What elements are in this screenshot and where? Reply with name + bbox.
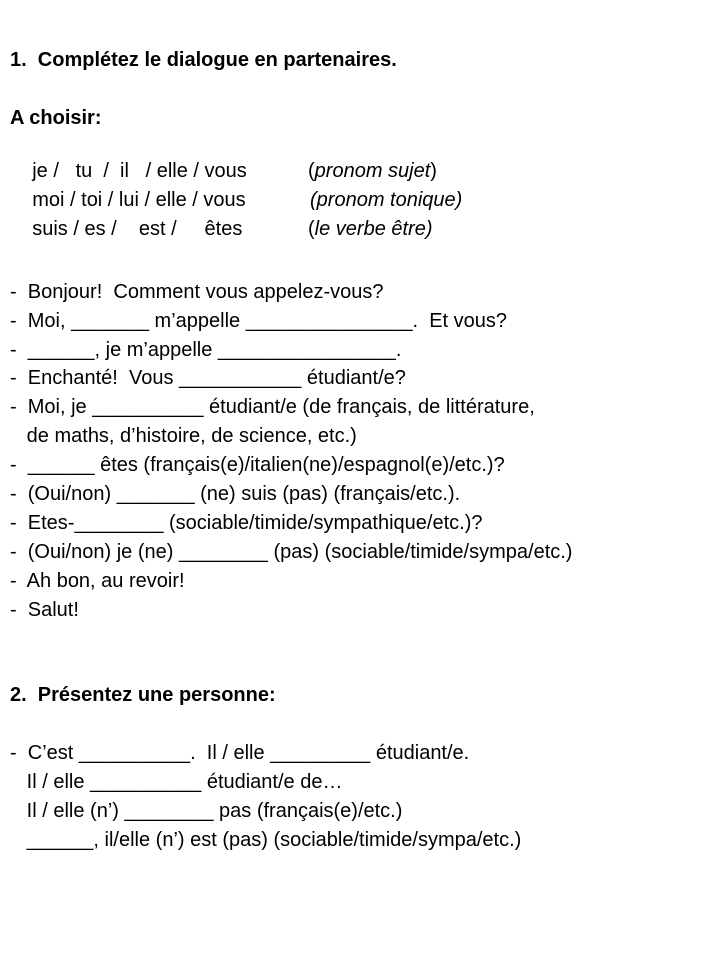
dialogue-line: - Enchanté! Vous ___________ étudiant/e? <box>10 367 406 389</box>
presentation-line: Il / elle (n’) ________ pas (français(e)/etc.) <box>10 800 403 822</box>
dialogue-line: de maths, d’histoire, de science, etc.) <box>10 425 357 447</box>
presentation-line: ______, il/elle (n’) est (pas) (sociable/timide/sympa/etc.) <box>10 829 522 851</box>
dialogue-line: - Moi, _______ m’appelle _______________. Et vous? <box>10 310 508 332</box>
dialogue-line: - Moi, je __________ étudiant/e (de français, de littérature, <box>10 396 535 418</box>
dialogue-line: - Bonjour! Comment vous appelez-vous? <box>10 281 384 303</box>
choice-note: (pronom tonique) <box>310 189 463 211</box>
dialogue-line: - Etes-________ (sociable/timide/sympathique/etc.)? <box>10 512 483 534</box>
choice-words: suis / es / est / êtes <box>32 218 243 240</box>
presentation-line: - C’est __________. Il / elle _________ étudiant/e. <box>10 742 470 764</box>
dialogue-line: - (Oui/non) je (ne) ________ (pas) (sociable/timide/sympa/etc.) <box>10 541 573 563</box>
presentation-line: Il / elle __________ étudiant/e de… <box>10 771 343 793</box>
choice-words: moi / toi / lui / elle / vous <box>32 189 246 211</box>
exercise-2-title: 2. Présentez une personne: <box>10 684 276 706</box>
choice-words: je / tu / il / elle / vous <box>32 160 247 182</box>
dialogue-line: - Ah bon, au revoir! <box>10 570 185 592</box>
dialogue-line: - Salut! <box>10 599 79 621</box>
dialogue-line: - (Oui/non) _______ (ne) suis (pas) (français/etc.). <box>10 483 461 505</box>
choice-note: (le verbe être) <box>308 218 433 240</box>
choice-note: (pronom sujet) <box>308 160 437 182</box>
choose-heading: A choisir: <box>10 107 102 129</box>
dialogue-line: - ______ êtes (français(e)/italien(ne)/espagnol(e)/etc.)? <box>10 454 505 476</box>
dialogue-line: - ______, je m’appelle ________________. <box>10 339 402 361</box>
exercise-1-title: 1. Complétez le dialogue en partenaires. <box>10 49 397 71</box>
